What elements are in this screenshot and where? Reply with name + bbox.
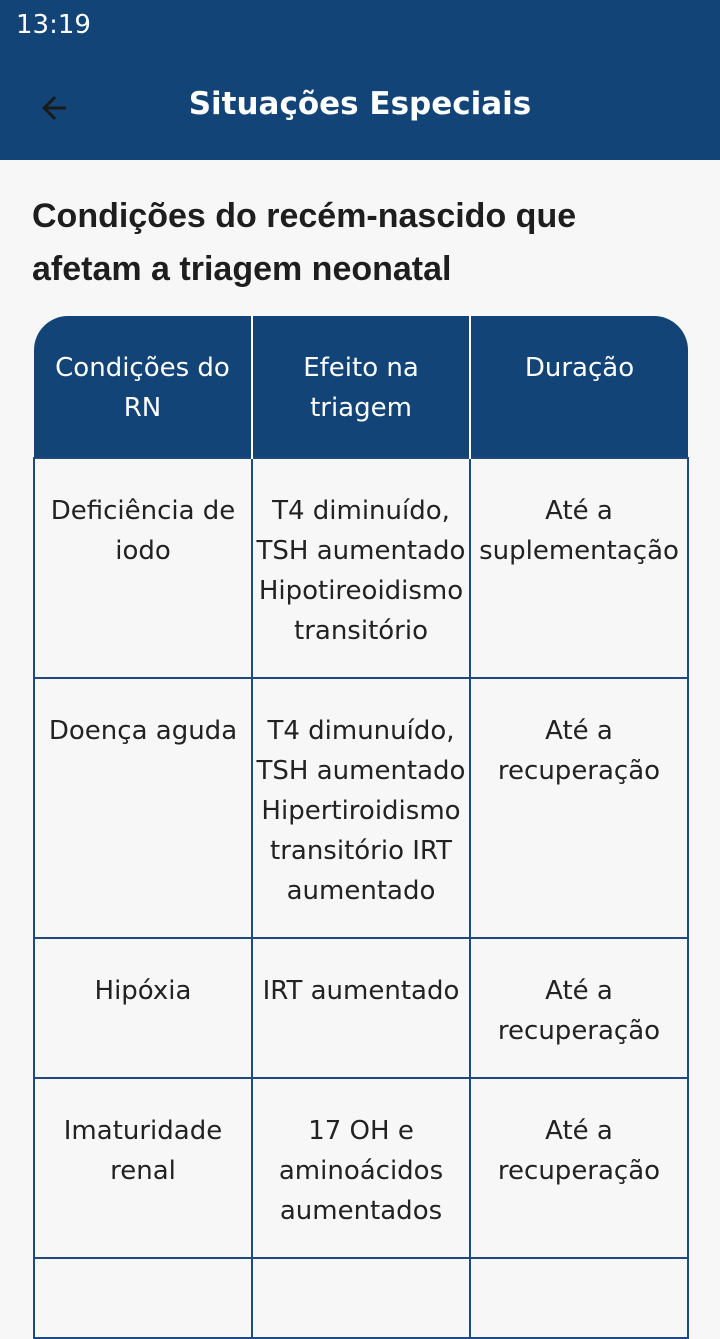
table-cell bbox=[252, 1258, 470, 1338]
conditions-table bbox=[33, 316, 687, 1339]
table-row bbox=[34, 1258, 688, 1338]
table-header-row bbox=[34, 316, 688, 458]
table-cell: Hipóxia bbox=[34, 938, 252, 1078]
table-cell bbox=[470, 1258, 688, 1338]
header-duracao: Duração bbox=[470, 316, 688, 458]
table-cell: Até a recuperação bbox=[470, 678, 688, 938]
app-bar bbox=[0, 52, 720, 160]
table-cell: Imaturidade renal bbox=[34, 1078, 252, 1258]
table-cell: Deficiência de iodo bbox=[34, 458, 252, 678]
table-cell bbox=[34, 1258, 252, 1338]
table-row bbox=[34, 458, 688, 678]
table-cell: 17 OH e aminoácidos aumentados bbox=[252, 1078, 470, 1258]
header-condicoes: Condições do RN bbox=[34, 316, 252, 458]
table-cell: Até a recuperação bbox=[470, 1078, 688, 1258]
table-cell: T4 diminuído, TSH aumentado Hipotireoidismo transitório bbox=[252, 458, 470, 678]
table-row bbox=[34, 1078, 688, 1258]
table-cell: Até a recuperação bbox=[470, 938, 688, 1078]
section-title: Condições do recém-nascido que afetam a triagem neonatal bbox=[32, 197, 577, 288]
table-row bbox=[34, 938, 688, 1078]
table-row bbox=[34, 678, 688, 938]
table-cell: Até a suplementação bbox=[470, 458, 688, 678]
table-cell: T4 dimunuído, TSH aumentado Hipertiroidismo transitório IRT aumentado bbox=[252, 678, 470, 938]
status-bar bbox=[0, 0, 720, 52]
page-title: Situações Especiais bbox=[188, 86, 532, 122]
status-time: 13:19 bbox=[16, 10, 91, 40]
table-cell: Doença aguda bbox=[34, 678, 252, 938]
header-efeito: Efeito na triagem bbox=[252, 316, 470, 458]
table-cell: IRT aumentado bbox=[252, 938, 470, 1078]
